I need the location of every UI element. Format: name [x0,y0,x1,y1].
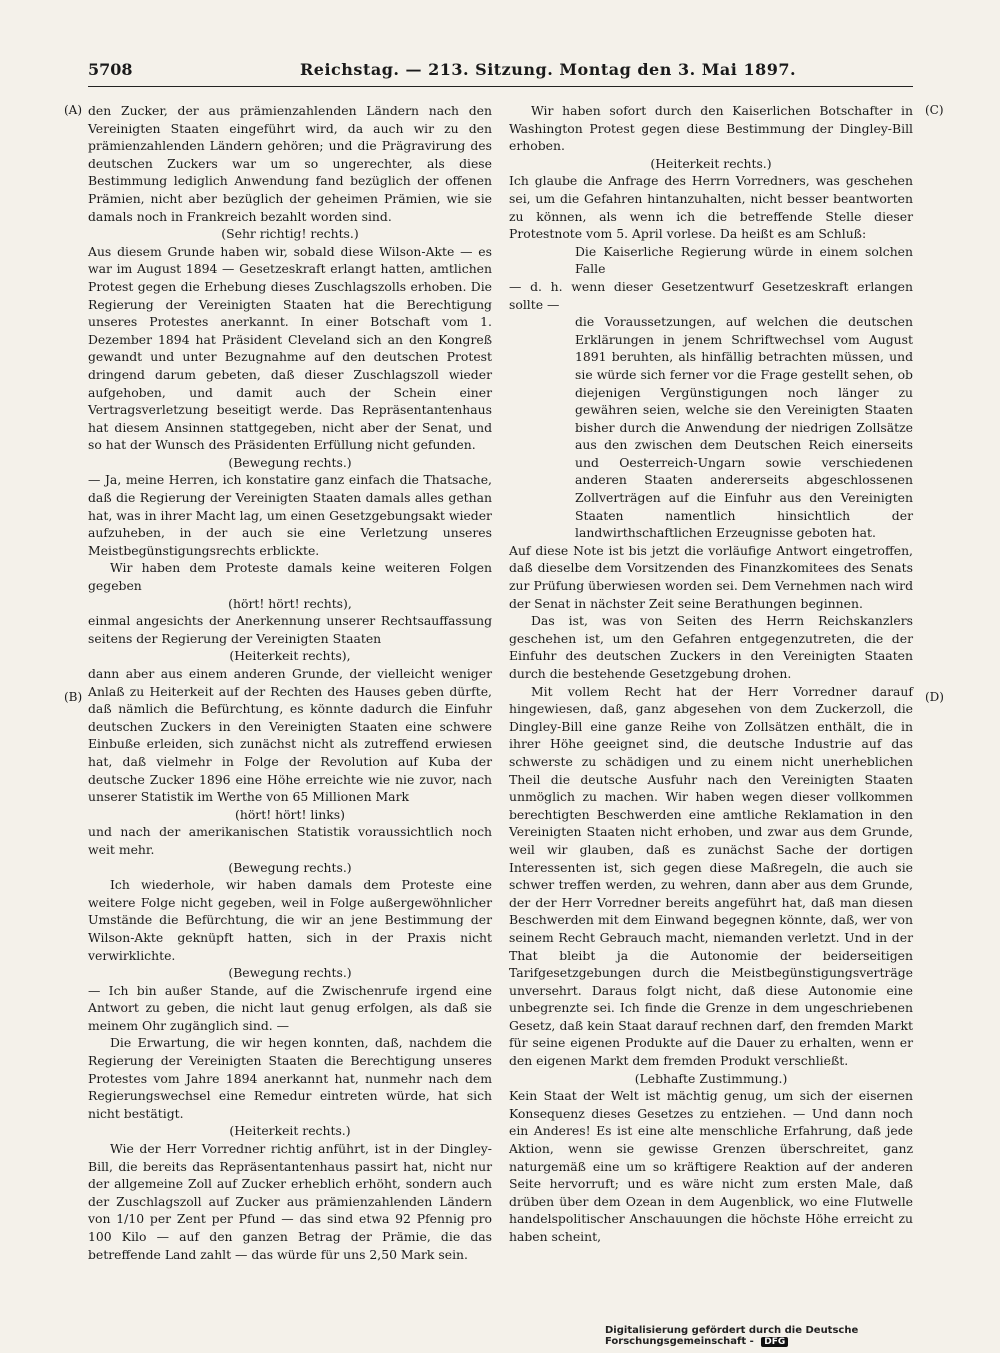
paragraph: Auf diese Note ist bis jetzt die vorläufige Antwort eingetroffen, daß dieselbe dem Vorsitzenden des Finanzkomitees des Senats zur Prüfung überwiesen worden sei. Dem Vernehmen nach wird der Senat in nächster Zeit seine Berathungen beginnen. [509,542,913,611]
interjection: (Heiterkeit rechts.) [229,1123,351,1139]
paragraph: den Zucker, der aus prämienzahlenden Ländern nach den Vereinigten Staaten eingeführt wird, da auch wir zu den prämienzahlenden Ländern gehören; und die Prägravirung des deutschen Zuckers war um so ungerechter, als diese Bestimmung lediglich Anwendung fand bezüglich der offenen Prämien, nicht aber bezüglich der geheimen Prämien, wie sie damals noch in Frankreich bezahlt worden sind. [88,103,492,224]
paragraph: Kein Staat der Welt ist mächtig genug, um sich der eisernen Konsequenz dieses Gesetzes zu entziehen. — Und dann noch ein Anderes! Es ist eine alte menschliche Erfahrung, daß jede Aktion, wenn sie gewisse Grenzen überschreitet, ganz naturgemäß eine um so kräftigere Reaktion auf der anderen Seite hervorruft; und es wäre nicht zum ersten Male, daß drüben über dem Ozean in dem Augenblick, wo eine Flutwelle handelspolitischer Anschauungen die höchste Höhe erreicht zu haben scheint, [509,1088,913,1244]
page-number: 5708 [88,60,133,79]
interjection: (Sehr richtig! rechts.) [221,226,359,242]
interjection: (Heiterkeit rechts.) [650,155,772,171]
dfg-logo: DFG [761,1337,788,1347]
paragraph: dann aber aus einem anderen Grunde, der vielleicht weniger Anlaß zu Heiterkeit auf der Rechten des Hauses geben dürfte, daß nämlich die Befürchtung, es könnte dadurch die Einfuhr deutschen Zuckers in den Vereinigten Staaten eine schwere Einbuße erleiden, sich zunächst nicht als zutreffend erwiesen hat, daß vielmehr in Folge der Revolution auf Kuba der deutsche Zucker 1896 eine Höhe erreichte wie nie zuvor, nach unserer Statistik im Werthe von 65 Millionen Mark [88,666,492,805]
interjection: (hört! hört! links) [235,806,345,822]
interjection: (Heiterkeit rechts), [229,648,351,664]
paragraph: Wir haben dem Proteste damals keine weiteren Folgen gegeben [88,560,492,594]
margin-marker-d: (D) [925,690,944,704]
interjection: (Lebhafte Zustimmung.) [634,1070,788,1086]
left-column [88,102,492,1263]
paragraph: — d. h. wenn dieser Gesetzentwurf Gesetzeskraft erlangen sollte — [509,278,913,312]
margin-marker-c: (C) [925,103,944,117]
paragraph: — Ja, meine Herren, ich konstatire ganz einfach die Thatsache, daß die Regierung der Vereinigten Staaten damals alles gethan hat, was in ihrer Macht lag, um einen Gesetzgebungsakt wieder aufzuheben, in der auch sie eine Verletzung unseres Meistbegünstigungsrechts erblickte. [88,472,492,558]
interjection: (Bewegung rechts.) [228,965,352,981]
paragraph: und nach der amerikanischen Statistik voraussichtlich noch weit mehr. [88,824,492,857]
paragraph: Ich glaube die Anfrage des Herrn Vorredners, was geschehen sei, um die Gefahren hintanzuhalten, nicht besser beantworten zu können, als wenn ich die betreffende Stelle dieser Protestnote vom 5. April vorlese. Da heißt es am Schluß: [509,173,913,242]
paragraph: — Ich bin außer Stande, auf die Zwischenrufe irgend eine Antwort zu geben, die nicht laut genug erfolgen, als daß sie meinem Ohr zugänglich sind. — [88,982,492,1033]
right-column [509,102,913,1246]
margin-marker-b: (B) [64,690,83,704]
block-quote: die Voraussetzungen, auf welchen die deutschen Erklärungen in jenem Schriftwechsel vom August 1891 beruhten, als hinfällig betrachten müssen, und sie würde sich ferner vor die Frage gestellt sehen, ob diejenigen Vergünstigungen noch länger zu gewähren seien, welche sie den Vereinigten Staaten bisher durch die Anwendung der niedrigen Zollsätze aus den zwischen dem Deutschen Reich einerseits und Oesterreich-Ungarn sowie verschiedenen anderen Staaten andererseits abgeschlossenen Zollverträgen auf die Einfuhr aus den Vereinigten Staaten namentlich hinsichtlich der landwirthschaftlichen Erzeugnisse geboten hat. [575,314,913,541]
interjection: (Bewegung rechts.) [228,859,352,875]
header-rule [88,86,913,87]
interjection: (hört! hört! rechts), [228,595,352,611]
footer [605,1325,1000,1347]
footer-text: Digitalisierung gefördert durch die Deutsche Forschungsgemeinschaft - [605,1325,859,1347]
block-quote: Die Kaiserliche Regierung würde in einem solchen Falle [575,243,913,277]
paragraph: Das ist, was von Seiten des Herrn Reichskanzlers geschehen ist, um den Gefahren entgegenzutreten, die der Einfuhr des deutschen Zuckers in den Vereinigten Staaten durch die bestehende Gesetzgebung drohen. [509,613,913,681]
interjection: (Bewegung rechts.) [228,454,352,470]
paragraph: Die Erwartung, die wir hegen konnten, daß, nachdem die Regierung der Vereinigten Staaten die Berechtigung unseres Protestes vom Jahre 1894 anerkannt hat, nunmehr nach dem Regierungswechsel eine Remedur eintreten würde, hat sich nicht bestätigt. [88,1035,492,1121]
paragraph: Ich wiederhole, wir haben damals dem Proteste eine weitere Folge nicht gegeben, weil in Folge außergewöhnlicher Umstände die Befürchtung, die wir an jene Bestimmung der Wilson-Akte geknüpft hatten, sich in der Praxis nicht verwirklichte. [88,877,492,963]
paragraph: Wie der Herr Vorredner richtig anführt, ist in der Dingley-Bill, die bereits das Repräsentantenhaus passirt hat, nicht nur der allgemeine Zoll auf Zucker erheblich erhöht, sondern auch der Zuschlagszoll auf Zucker aus prämienzahlenden Ländern von 1/10 per Zent per Pfund — das sind etwa 92 Pfennig pro 100 Kilo — auf den ganzen Betrag der Prämie, die das betreffende Land zahlt — das würde für uns 2,50 Mark sein. [88,1141,492,1262]
paragraph: Aus diesem Grunde haben wir, sobald diese Wilson-Akte — es war im August 1894 — Gesetzeskraft erlangt hatten, amtlichen Protest gegen die Erhebung dieses Zuschlagszolls erhoben. Die Regierung der Vereinigten Staaten hat die Berechtigung unseres Protestes anerkannt. In einer Botschaft vom 1. Dezember 1894 hat Präsident Cleveland sich an den Kongreß gewandt und unter Bezugnahme auf den deutschen Protest dringend darum gebeten, daß dieser Zuschlagszoll wieder aufgehoben, und damit auch der Schein einer Vertragsverletzung beseitigt werde. Das Repräsentantenhaus hat diesem Ansinnen stattgegeben, nicht aber der Senat, und so hat der Wunsch des Präsidenten Erfüllung nicht gefunden. [88,243,492,453]
running-title: Reichstag. — 213. Sitzung. Montag den 3. Mai 1897. [300,60,797,79]
margin-marker-a: (A) [64,103,83,117]
paragraph: Mit vollem Recht hat der Herr Vorredner darauf hingewiesen, daß, ganz abgesehen von dem Zuckerzoll, die Dingley-Bill eine ganze Reihe von Zollsätzen enthält, die in ihrer Höhe geeignet sind, die deutsche Industrie auf das schwerste zu schädigen und zu einem nicht unerheblichen Theil die deutsche Ausfuhr nach den Vereinigten Staaten unmöglich zu machen. Wir haben wegen dieser vollkommen berechtigten Beschwerden eine amtliche Reklamation in den Vereinigten Staaten nicht erhoben, und zwar aus dem Grunde, weil wir glauben, daß es zunächst Sache der dortigen Interessenten ist, sich gegen diese Maßregeln, die auch sie schwer treffen werden, zu wehren, dann aber aus dem Grunde, der der Herr Vorredner bereits angeführt hat, daß man diesen Beschwerden mit dem Einwand begegnen könnte, daß, wer von seinem Recht Gebrauch macht, niemanden verletzt. Und in der That bleibt ja die Autonomie der beiderseitigen Tarifgesetzgebungen durch die Meistbegünstigungsverträge unversehrt. Daraus folgt nicht, daß diese Autonomie eine unbegrenzte sei. Ich finde die Grenze in dem ungeschriebenen Gesetz, daß kein Staat darauf rechnen darf, den fremden Markt für seine eigenen Produkte auf die Dauer zu erhalten, wenn er den eigenen Markt dem fremden Produkt verschließt. [509,683,913,1069]
page-header [88,60,913,84]
paragraph: einmal angesichts der Anerkennung unserer Rechtsauffassung seitens der Regierung der Vereinigten Staaten [88,613,492,646]
paragraph: Wir haben sofort durch den Kaiserlichen Botschafter in Washington Protest gegen diese Bestimmung der Dingley-Bill erhoben. [509,103,913,154]
